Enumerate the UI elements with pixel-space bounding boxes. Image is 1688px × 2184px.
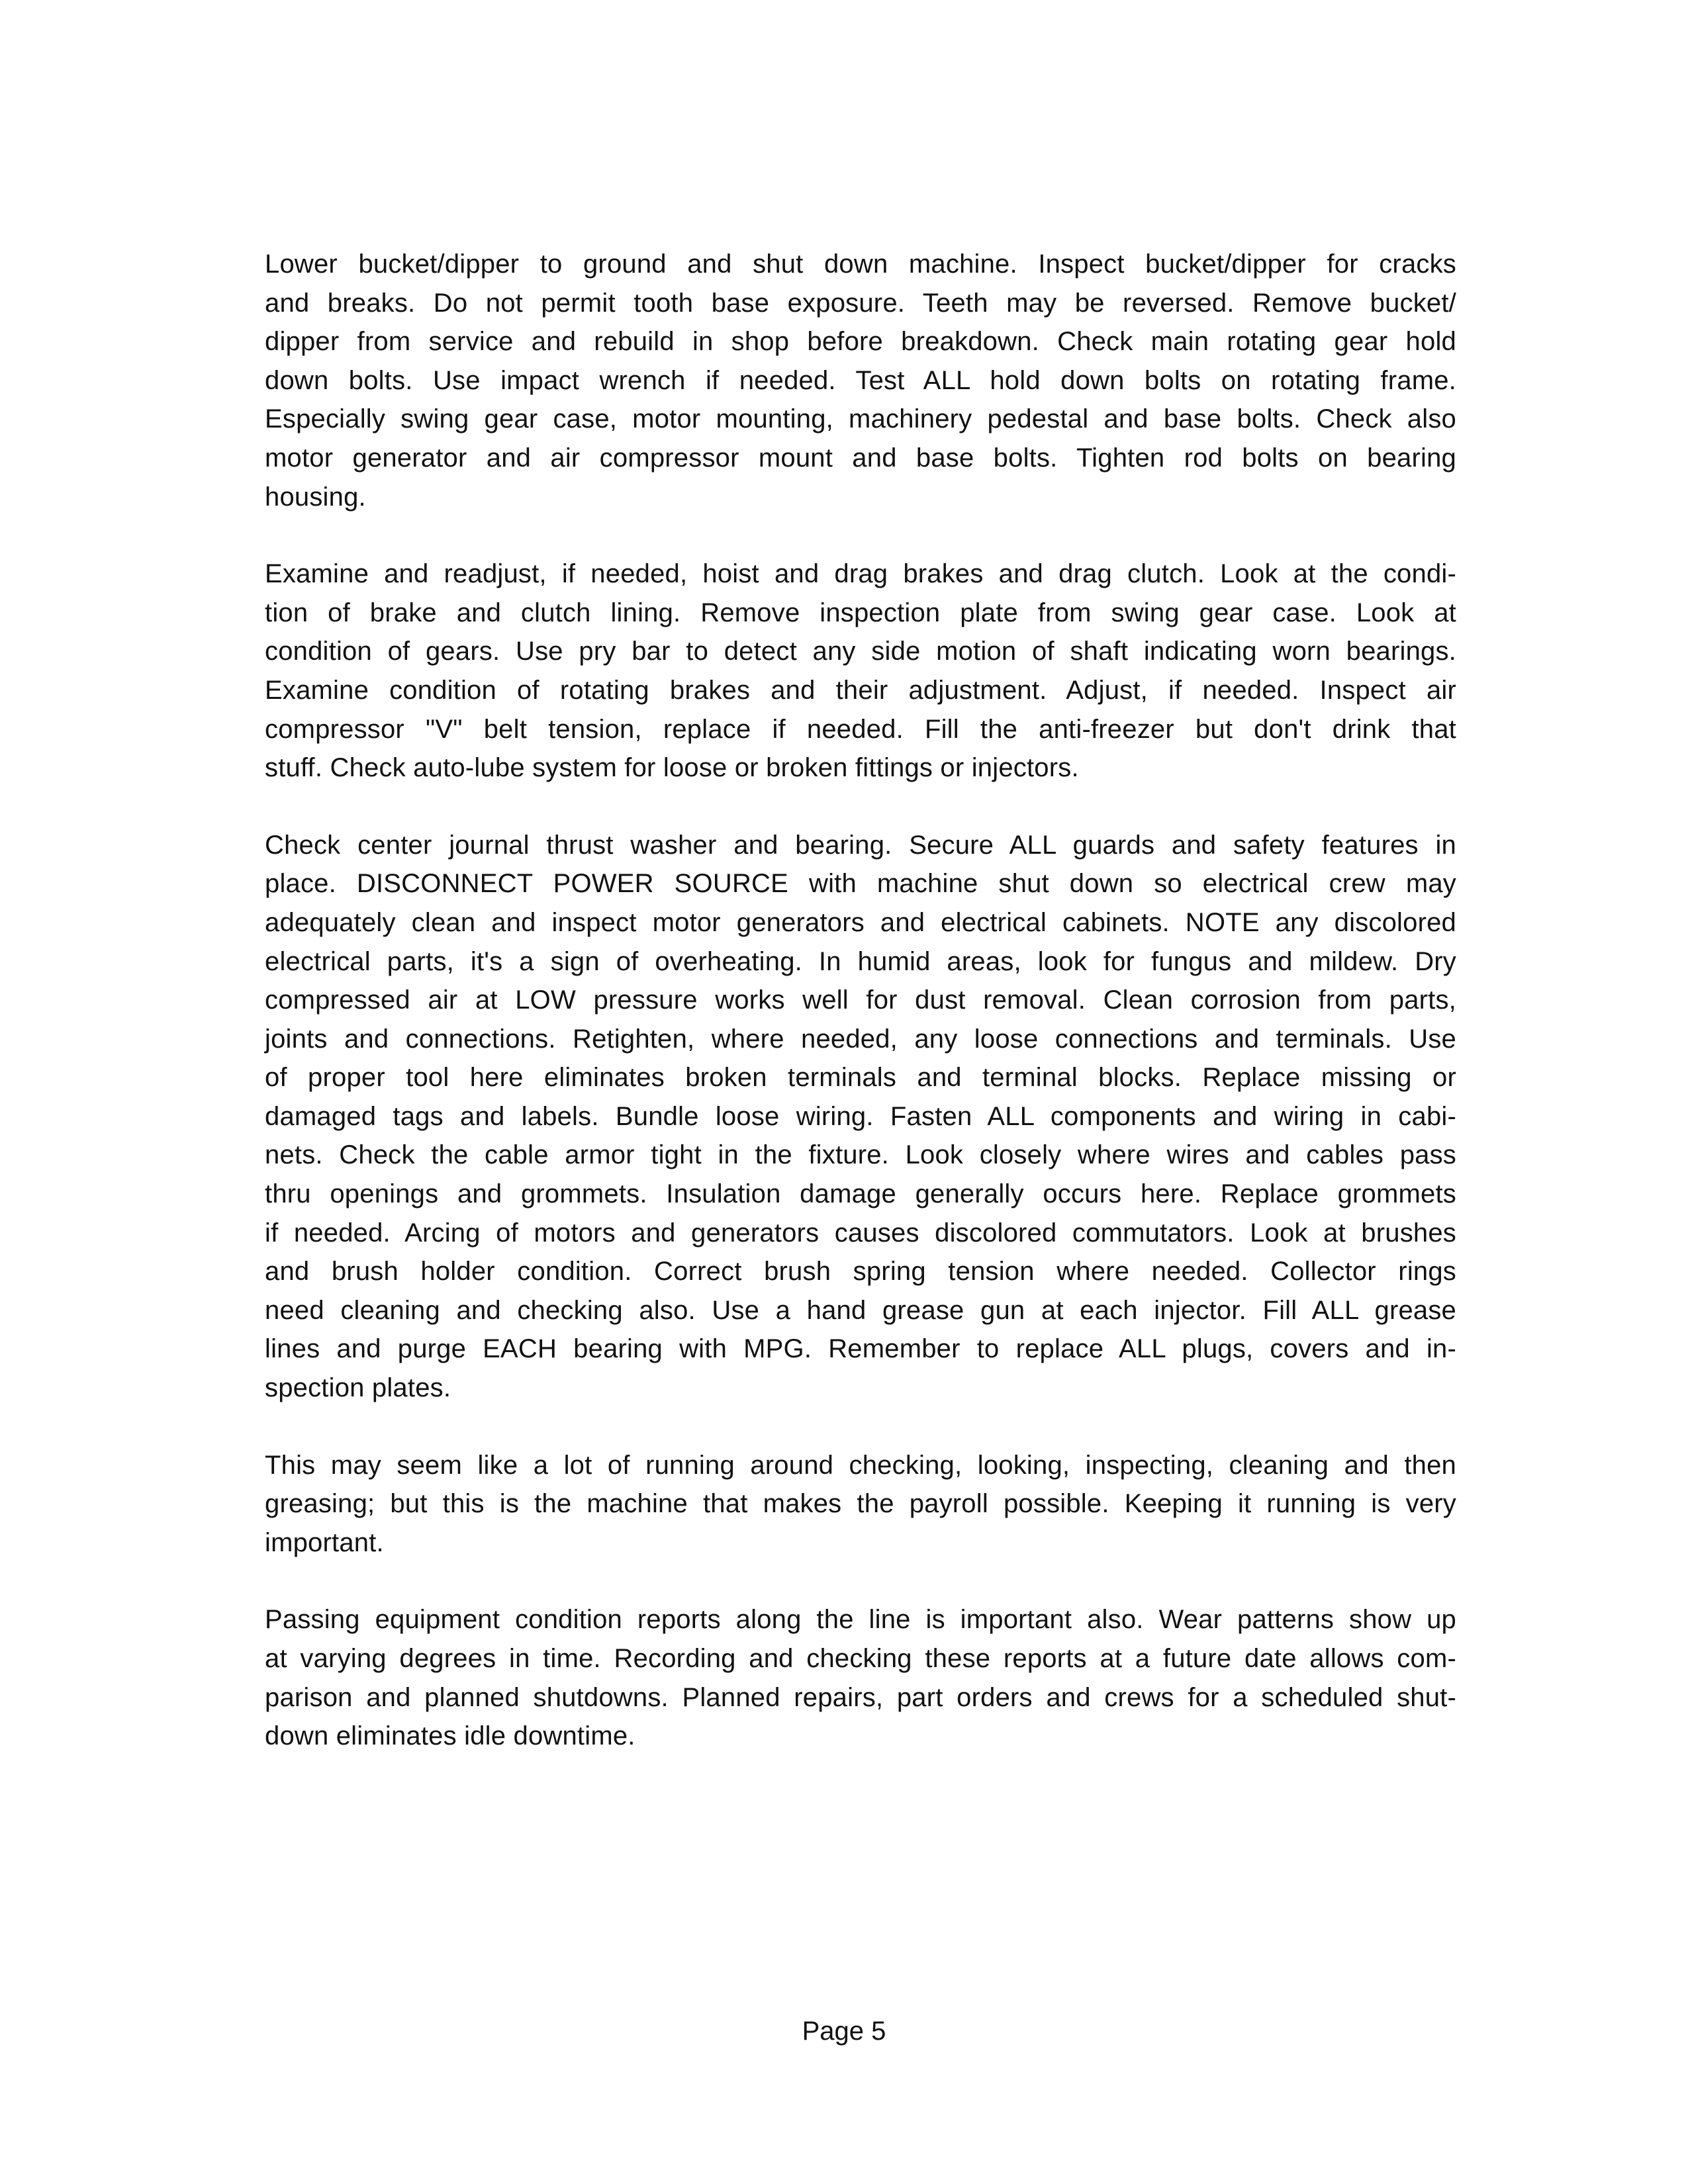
text-line: of proper tool here eliminates broken terminals and terminal blocks. Replace missing or: [265, 1063, 1456, 1093]
text-line: lines and purge EACH bearing with MPG. Remember to replace ALL plugs, covers and in-: [265, 1334, 1456, 1364]
text-line: parison and planned shutdowns. Planned repairs, part orders and crews for a scheduled shut-: [265, 1682, 1456, 1712]
text-line: motor generator and air compressor mount and base bolts. Tighten rod bolts on bearing: [265, 443, 1456, 473]
text-line: compressor "V" belt tension, replace if needed. Fill the anti-freezer but don't drink that: [265, 714, 1456, 744]
text-line: This may seem like a lot of running around checking, looking, inspecting, cleaning and then: [265, 1450, 1456, 1480]
text-line: important.: [265, 1527, 384, 1557]
text-line: housing.: [265, 482, 366, 512]
paragraph-shutdown-inspection: [265, 245, 1456, 516]
text-line: joints and connections. Retighten, where needed, any loose connections and terminals. Use: [265, 1024, 1456, 1054]
text-line: place. DISCONNECT POWER SOURCE with machine shut down so electrical crew may: [265, 869, 1456, 899]
text-line: and brush holder condition. Correct brush spring tension where needed. Collector rings: [265, 1257, 1456, 1287]
text-line: at varying degrees in time. Recording and checking these reports at a future date allows com-: [265, 1644, 1456, 1673]
text-line: electrical parts, it's a sign of overheating. In humid areas, look for fungus and mildew. Dry: [265, 946, 1456, 976]
text-line: Especially swing gear case, motor mounting, machinery pedestal and base bolts. Check also: [265, 404, 1456, 434]
text-line: Lower bucket/dipper to ground and shut down machine. Inspect bucket/dipper for cracks: [265, 250, 1456, 279]
paragraph-electrical-maintenance: [265, 826, 1456, 1408]
text-line: adequately clean and inspect motor generators and electrical cabinets. NOTE any discolored: [265, 907, 1456, 937]
text-line: dipper from service and rebuild in shop before breakdown. Check main rotating gear hold: [265, 327, 1456, 357]
text-line: thru openings and grommets. Insulation damage generally occurs here. Replace grommets: [265, 1179, 1456, 1209]
text-line: condition of gears. Use pry bar to detect any side motion of shaft indicating worn bearings.: [265, 637, 1456, 666]
text-line: greasing; but this is the machine that makes the payroll possible. Keeping it running is very: [265, 1489, 1456, 1519]
text-line: down eliminates idle downtime.: [265, 1721, 635, 1751]
text-line: down bolts. Use impact wrench if needed. Test ALL hold down bolts on rotating frame.: [265, 365, 1456, 395]
text-line: Examine condition of rotating brakes and their adjustment. Adjust, if needed. Inspect air: [265, 675, 1456, 705]
text-line: tion of brake and clutch lining. Remove inspection plate from swing gear case. Look at: [265, 598, 1456, 627]
text-line: spection plates.: [265, 1373, 451, 1403]
paragraph-payroll-importance: [265, 1446, 1456, 1563]
paragraph-brakes-clutch: [265, 555, 1456, 788]
body-text: [265, 245, 1456, 1794]
paragraph-condition-reports: [265, 1600, 1456, 1755]
text-line: stuff. Check auto-lube system for loose or broken fittings or injectors.: [265, 753, 1079, 783]
text-line: and breaks. Do not permit tooth base exposure. Teeth may be reversed. Remove bucket/: [265, 288, 1456, 318]
text-line: if needed. Arcing of motors and generators causes discolored commutators. Look at brushes: [265, 1218, 1456, 1248]
text-line: nets. Check the cable armor tight in the fixture. Look closely where wires and cables pass: [265, 1140, 1456, 1170]
text-line: Check center journal thrust washer and bearing. Secure ALL guards and safety features in: [265, 830, 1456, 860]
text-line: compressed air at LOW pressure works well for dust removal. Clean corrosion from parts,: [265, 985, 1456, 1015]
text-line: need cleaning and checking also. Use a hand grease gun at each injector. Fill ALL grease: [265, 1295, 1456, 1325]
text-line: Passing equipment condition reports along the line is important also. Wear patterns show up: [265, 1605, 1456, 1635]
text-line: Examine and readjust, if needed, hoist and drag brakes and drag clutch. Look at the condi-: [265, 559, 1456, 589]
page-number: Page 5: [802, 2017, 886, 2046]
text-line: damaged tags and labels. Bundle loose wiring. Fasten ALL components and wiring in cabi-: [265, 1101, 1456, 1131]
